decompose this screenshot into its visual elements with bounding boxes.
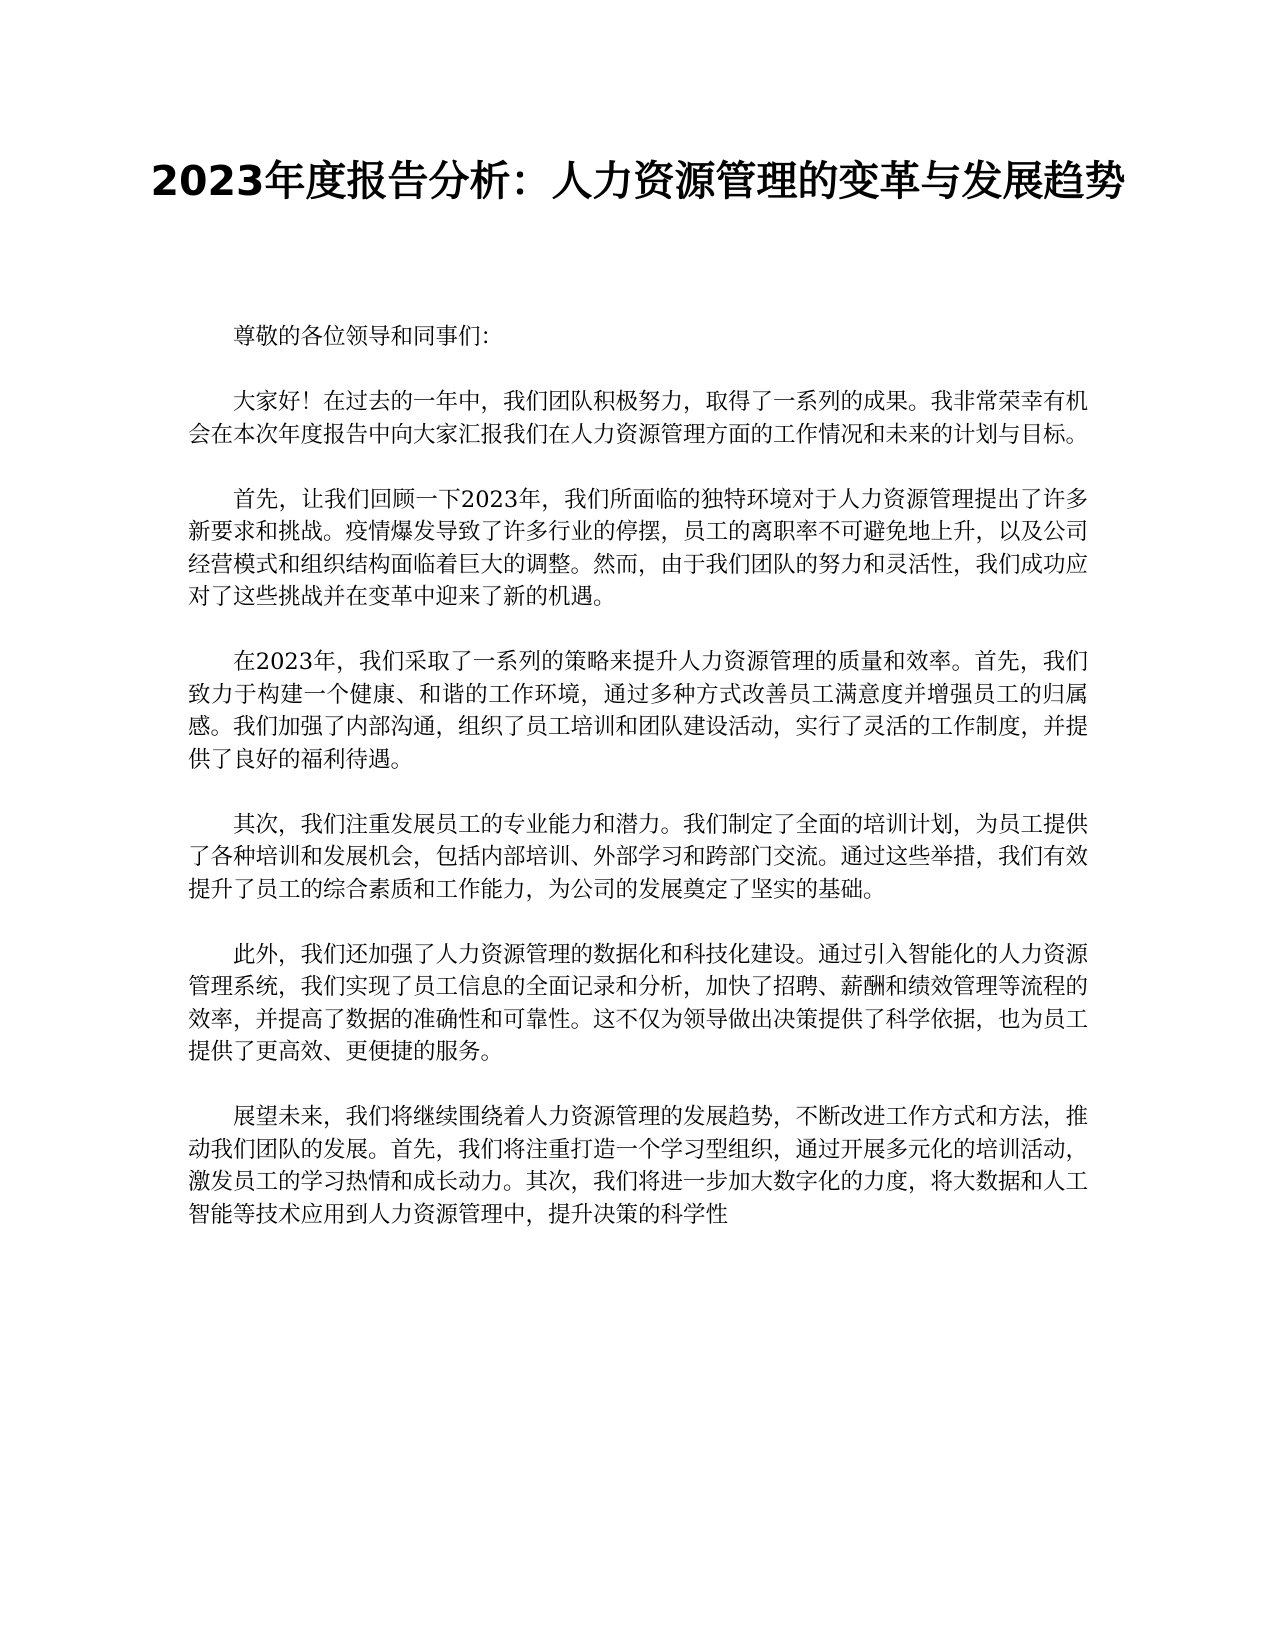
body-paragraph: 在2023年，我们采取了一系列的策略来提升人力资源管理的质量和效率。首先，我们致力于构建一个健康、和谐的工作环境，通过多种方式改善员工满意度并增强员工的归属感。我们加强了内部沟通，组织了员工培训和团队建设活动，实行了灵活的工作制度，并提供了良好的福利待遇。 — [188, 649, 1089, 773]
body-paragraph: 此外，我们还加强了人力资源管理的数据化和科技化建设。通过引入智能化的人力资源管理系统，我们实现了员工信息的全面记录和分析，加快了招聘、薪酬和绩效管理等流程的效率，并提高了数据的准确性和可靠性。这不仅为领导做出决策提供了科学依据，也为员工提供了更高效、更便捷的服务。 — [188, 941, 1089, 1065]
greeting-paragraph: 尊敬的各位领导和同事们： — [233, 324, 504, 350]
body-paragraph: 首先，让我们回顾一下2023年，我们所面临的独特环境对于人力资源管理提出了许多新要求和挑战。疫情爆发导致了许多行业的停摆，员工的离职率不可避免地上升，以及公司经营模式和组织结构面临着巨大的调整。然而，由于我们团队的努力和灵活性，我们成功应对了这些挑战并在变革中迎来了新的机遇。 — [188, 486, 1089, 610]
document-title: 2023年度报告分析：人力资源管理的变革与发展趋势 — [150, 157, 1126, 205]
body-paragraph: 展望未来，我们将继续围绕着人力资源管理的发展趋势，不断改进工作方式和方法，推动我们团队的发展。首先，我们将注重打造一个学习型组织，通过开展多元化的培训活动，激发员工的学习热情和成长动力。其次，我们将进一步加大数字化的力度，将大数据和人工智能等技术应用到人力资源管理中，提升决策的科学性 — [188, 1104, 1089, 1228]
document-body — [188, 321, 1088, 1264]
body-paragraph: 其次，我们注重发展员工的专业能力和潜力。我们制定了全面的培训计划，为员工提供了各种培训和发展机会，包括内部培训、外部学习和跨部门交流。通过这些举措，我们有效提升了员工的综合素质和工作能力，为公司的发展奠定了坚实的基础。 — [188, 811, 1089, 903]
body-paragraph: 大家好！在过去的一年中，我们团队积极努力，取得了一系列的成果。我非常荣幸有机会在本次年度报告中向大家汇报我们在人力资源管理方面的工作情况和未来的计划与目标。 — [188, 389, 1089, 448]
